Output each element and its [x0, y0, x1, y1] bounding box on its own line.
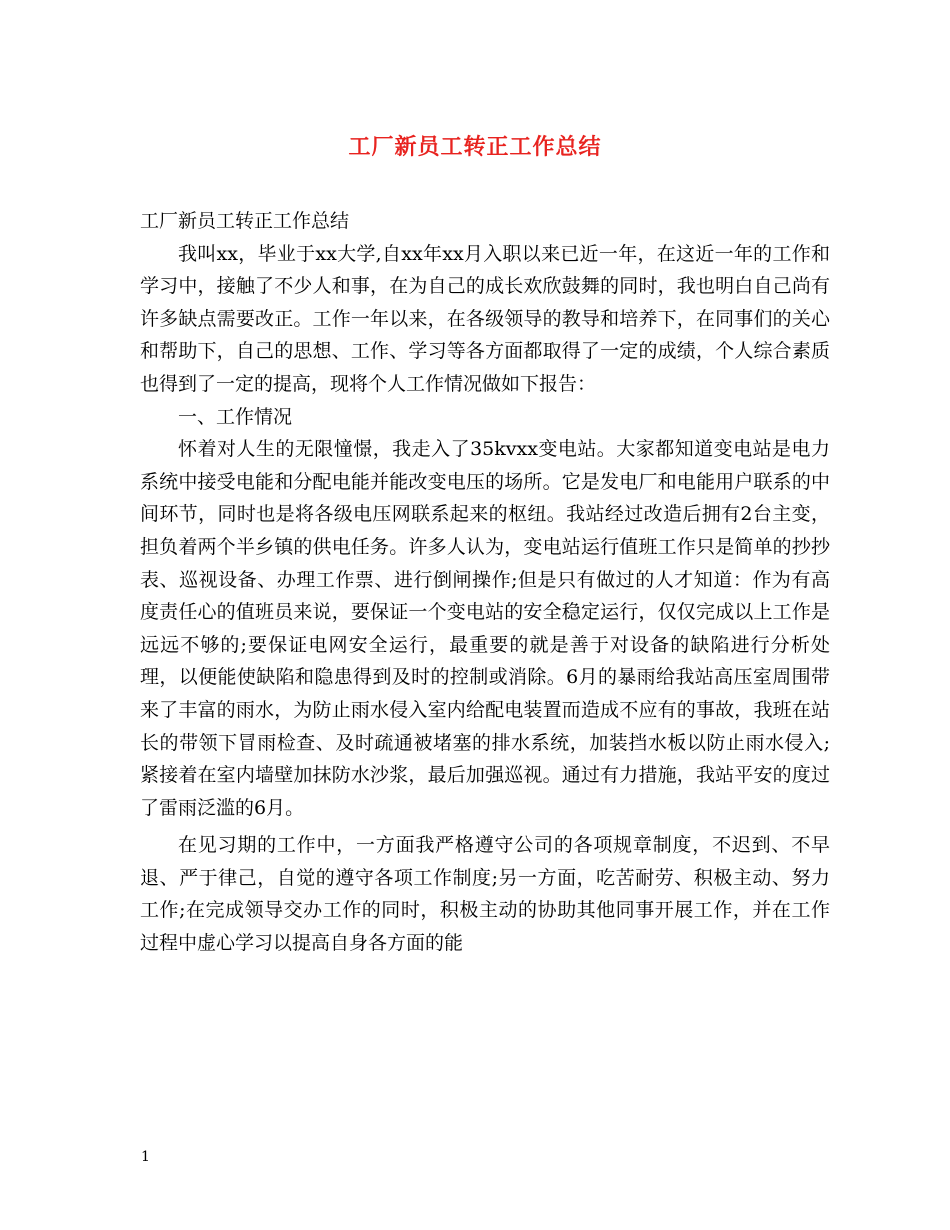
- page-number: 1: [141, 1149, 150, 1165]
- document-body: [140, 205, 830, 960]
- section-heading-work-situation: 一、工作情况: [178, 405, 293, 428]
- probation-work-paragraph: 在见习期的工作中，一方面我严格遵守公司的各项规章制度，不迟到、不早退、严于律己，自觉的遵守各项工作制度;另一方面，吃苦耐劳、积极主动、努力工作;在完成领导交办工作的同时，积极主动的协助其他同事开展工作，并在工作过程中虚心学习以提高自身各方面的能: [140, 834, 830, 955]
- work-situation-paragraph: 怀着对人生的无限憧憬，我走入了35kvxx变电站。大家都知道变电站是电力系统中接受电能和分配电能并能改变电压的场所。它是发电厂和电能用户联系的中间环节，同时也是将各级电压网联系起来的枢纽。我站经过改造后拥有2台主变，担负着两个半乡镇的供电任务。许多人认为，变电站运行值班工作只是简单的抄抄表、巡视设备、办理工作票、进行倒闸操作;但是只有做过的人才知道：作为有高度责任心的值班员来说，要保证一个变电站的安全稳定运行，仅仅完成以上工作是远远不够的;要保证电网安全运行，最重要的就是善于对设备的缺陷进行分析处理，以便能使缺陷和隐患得到及时的控制或消除。6月的暴雨给我站高压室周围带来了丰富的雨水，为防止雨水侵入室内给配电装置而造成不应有的事故，我班在站长的带领下冒雨检查、及时疏通被堵塞的排水系统，加装挡水板以防止雨水侵入;紧接着在室内墙壁加抹防水沙浆，最后加强巡视。通过有力措施，我站平安的度过了雷雨泛滥的6月。: [140, 438, 830, 819]
- subtitle-line: 工厂新员工转正工作总结: [140, 210, 350, 232]
- document-title: 工厂新员工转正工作总结: [348, 134, 602, 160]
- intro-paragraph: 我叫xx，毕业于xx大学,自xx年xx月入职以来已近一年，在这近一年的工作和学习中，接触了不少人和事，在为自己的成长欢欣鼓舞的同时，我也明白自己尚有许多缺点需要改正。工作一年以来，在各级领导的教导和培养下，在同事们的关心和帮助下，自己的思想、工作、学习等各方面都取得了一定的成绩，个人综合素质也得到了一定的提高，现将个人工作情况做如下报告：: [140, 242, 830, 395]
